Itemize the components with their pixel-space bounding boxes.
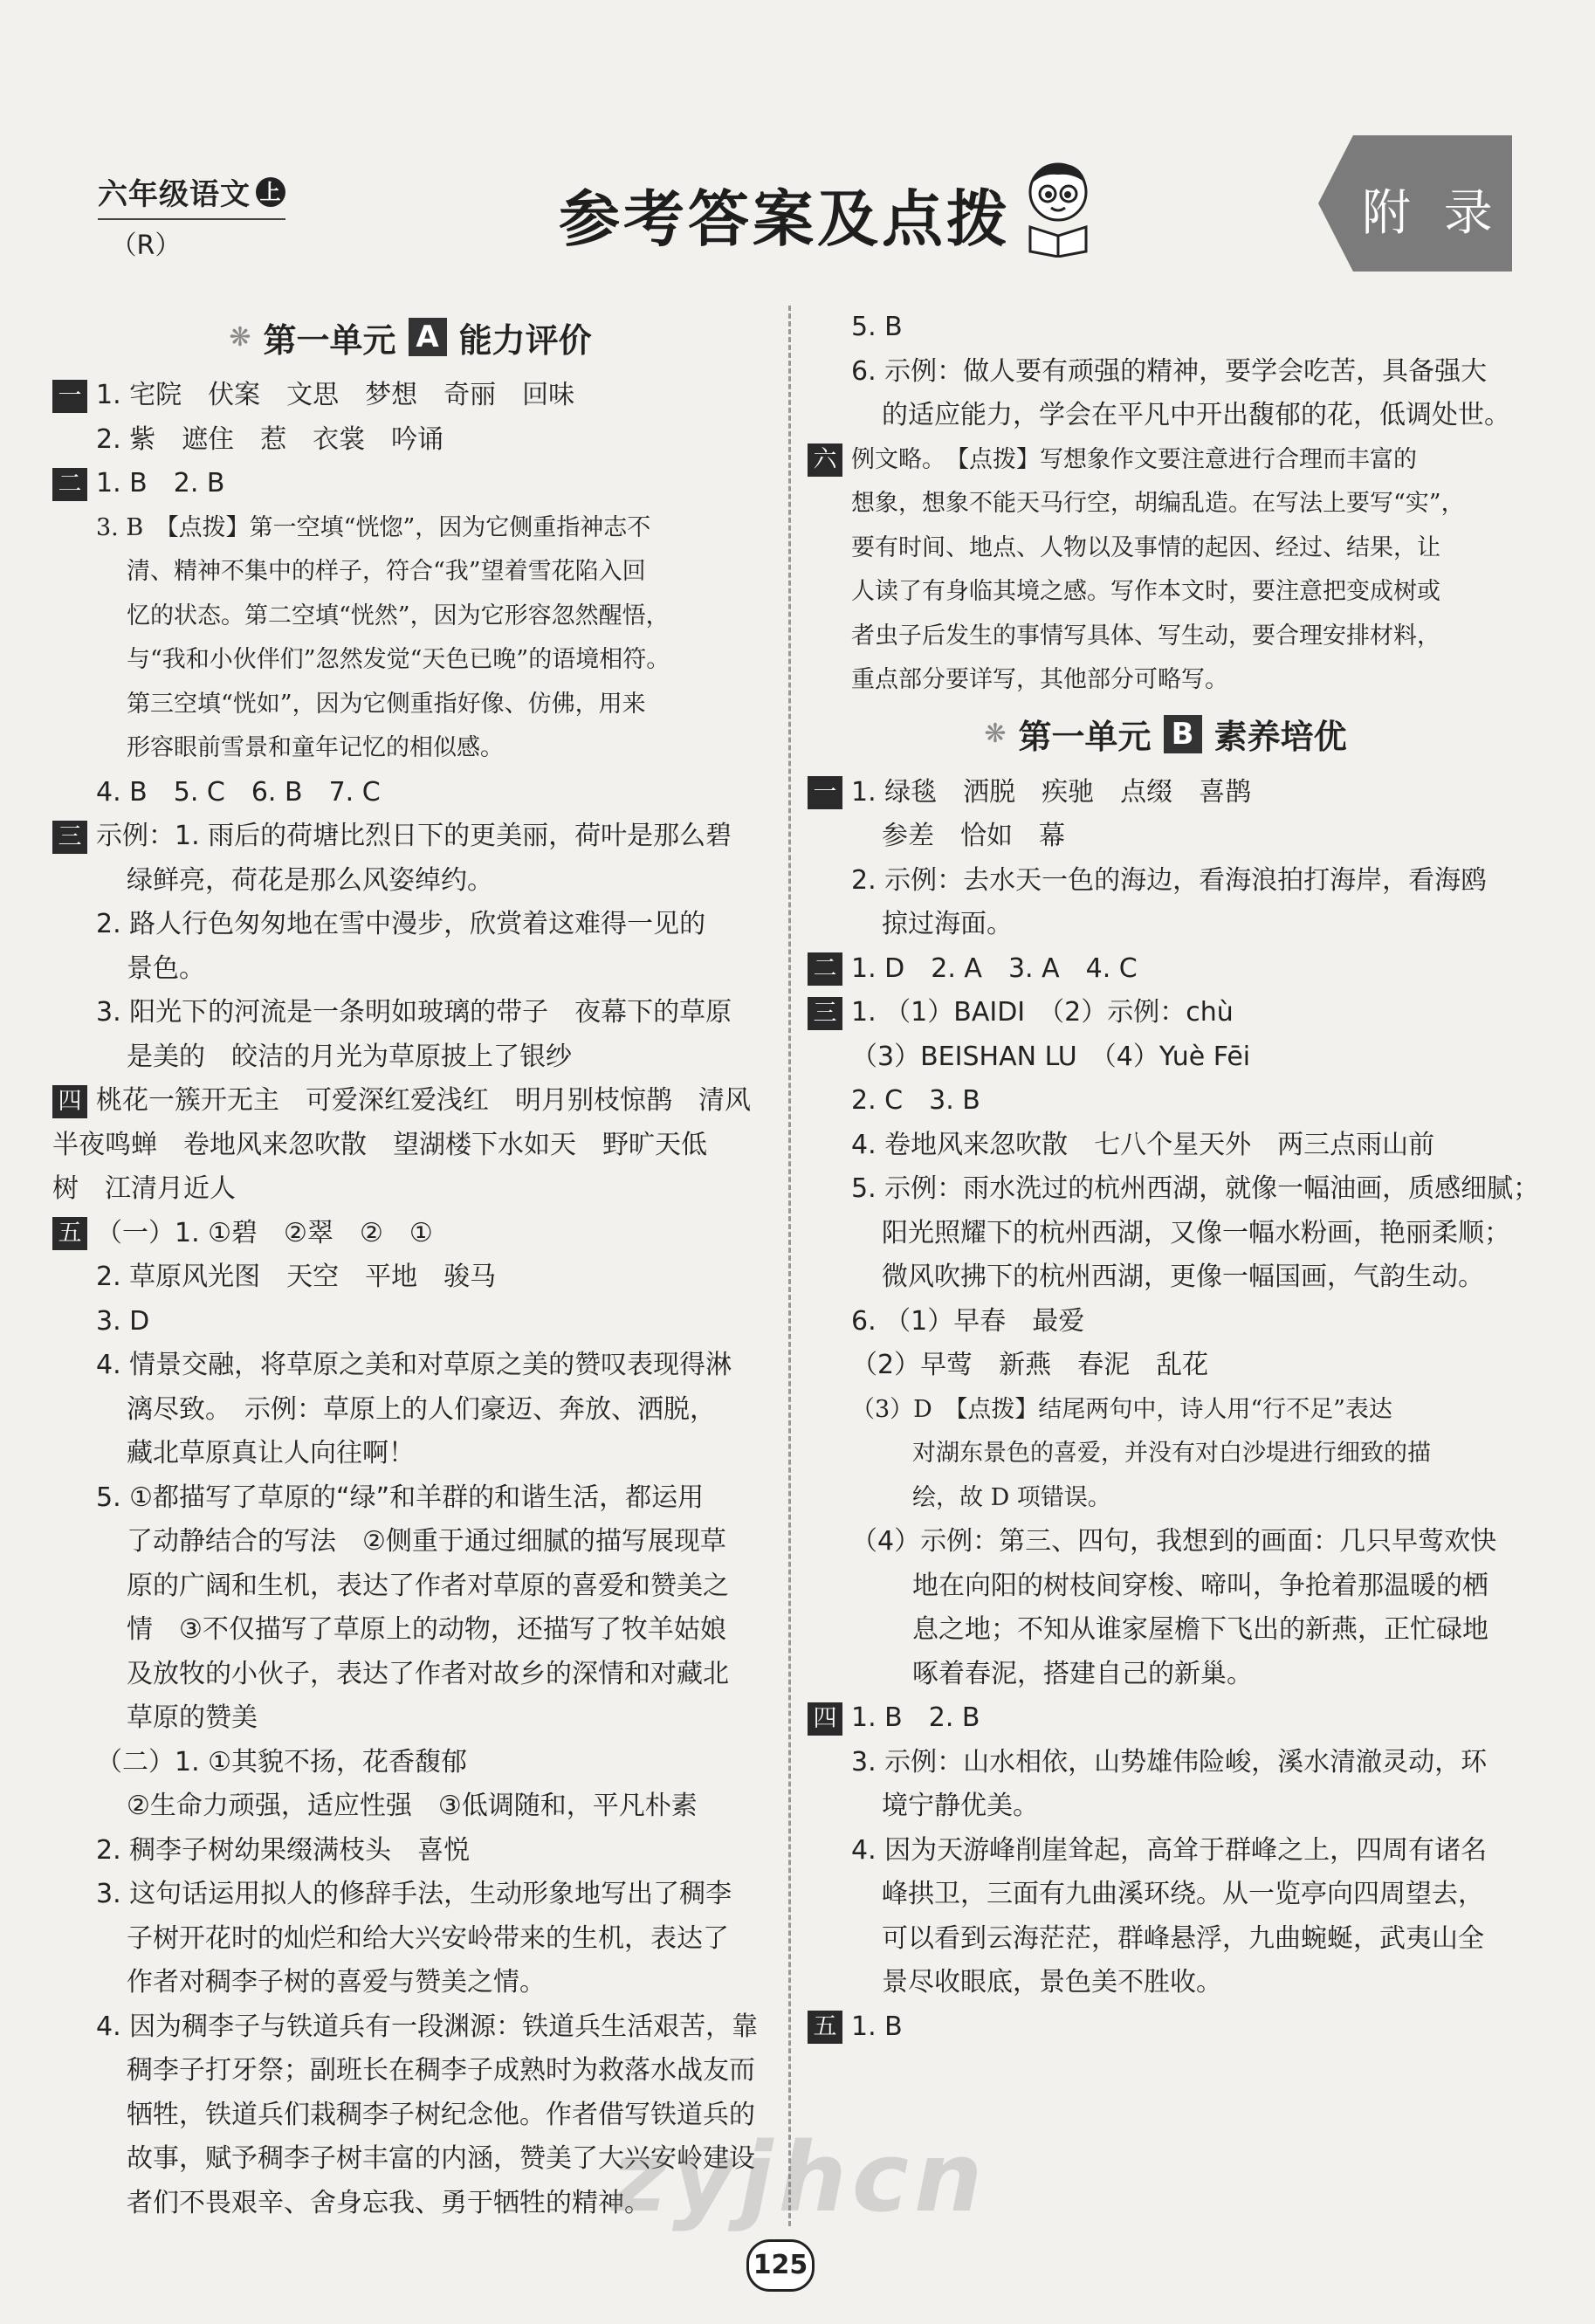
edition-label: （R） — [110, 230, 182, 261]
answer-text: 原的广阔和生机，表达了作者对草原的喜爱和赞美之 — [127, 1570, 729, 1601]
section-name: 素养培优 — [1213, 718, 1347, 756]
answer-line — [808, 1608, 1523, 1653]
answer-text: 例文略。 【点拨】写想象作文要注意进行合理而丰富的 — [851, 445, 1417, 473]
page-number: 125 — [746, 2239, 815, 2292]
answer-line — [52, 1212, 768, 1256]
answer-line — [52, 506, 768, 551]
answer-line — [52, 1784, 768, 1829]
answer-text: 3. D — [96, 1305, 150, 1337]
answer-text: 掠过海面。 — [882, 909, 1013, 939]
answer-line — [52, 550, 768, 595]
answer-line — [808, 1784, 1523, 1829]
answer-line — [52, 859, 768, 904]
answer-line — [52, 726, 768, 771]
answer-line — [52, 1741, 768, 1785]
answer-line — [808, 1432, 1523, 1476]
answer-list-right-bottom — [808, 771, 1540, 2050]
section-name: 能力评价 — [458, 320, 592, 360]
answer-text: 者虫子后发生的事情写具体、写生动，要合理安排材料， — [851, 622, 1440, 650]
answer-line — [808, 1124, 1523, 1168]
answer-text: 4. 卷地风来忽吹散 七八个星天外 两三点雨山前 — [851, 1129, 1435, 1160]
section-unit: 第一单元 — [1018, 718, 1152, 756]
answer-text: 1. B 2. B — [96, 468, 225, 498]
answer-text: 树 江清月近人 — [52, 1173, 236, 1204]
answer-text: 半夜鸣蝉 卷地风来忽吹散 望湖楼下水如天 野旷天低 — [52, 1129, 707, 1160]
answer-line — [808, 1873, 1523, 1917]
paw-icon: ❋ — [229, 321, 251, 353]
answer-line — [52, 2005, 768, 2050]
answer-line — [52, 462, 768, 506]
answer-text: 4. B 5. C 6. B 7. C — [96, 776, 381, 808]
answer-text: （二）1. ①其貌不扬，花香馥郁 — [96, 1746, 468, 1777]
answer-line — [52, 1432, 768, 1476]
section-letter-badge: A — [409, 318, 447, 356]
answer-line — [808, 1388, 1523, 1433]
answer-text: 示例：1. 雨后的荷塘比烈日下的更美丽，荷叶是那么碧 — [96, 821, 732, 851]
answer-line — [808, 991, 1523, 1035]
answer-text: 忆的状态。第二空填“恍然”，因为它形容忽然醒悟， — [127, 602, 670, 629]
answer-text: 地在向阳的树枝间穿梭、啼叫，争抢着那温暖的栖 — [912, 1570, 1488, 1601]
answer-line — [52, 638, 768, 683]
answer-text: 稠李子打牙祭；副班长在稠李子成熟时为救落水战友而 — [127, 2055, 755, 2086]
right-column — [808, 306, 1540, 2049]
answer-line — [52, 903, 768, 947]
answer-text: 牺牲，铁道兵们栽稠李子树纪念他。作者借写铁道兵的 — [127, 2099, 755, 2130]
section-title-b — [808, 710, 1523, 759]
answer-line — [808, 1653, 1523, 1697]
answer-text: 重点部分要详写，其他部分可略写。 — [851, 666, 1228, 693]
answer-text: 6. （1）早春 最爱 — [851, 1305, 1085, 1337]
section-letter-badge: B — [1164, 715, 1202, 753]
answer-line — [808, 947, 1523, 992]
answer-line — [52, 1961, 768, 2005]
question-group-marker: 二 — [808, 952, 842, 986]
question-group-marker: 三 — [52, 821, 87, 854]
answer-line — [52, 1608, 768, 1653]
answer-line — [52, 991, 768, 1035]
answer-text: 要有时间、地点、人物以及事情的起因、经过、结果，让 — [851, 533, 1440, 561]
question-group-marker: 五 — [808, 2011, 842, 2044]
answer-line — [808, 1344, 1523, 1388]
answer-text: 1. B — [851, 2011, 903, 2042]
answer-line — [808, 482, 1523, 526]
question-group-marker: 二 — [52, 468, 87, 501]
answer-line — [52, 1476, 768, 1521]
answer-text: （4）示例：第三、四句，我想到的画面：几只早莺欢快 — [851, 1526, 1497, 1557]
answer-text: 是美的 皎洁的月光为草原披上了银纱 — [127, 1041, 572, 1072]
answer-text: 啄着春泥，搭建自己的新巢。 — [912, 1658, 1253, 1689]
paw-icon: ❋ — [984, 719, 1007, 749]
answer-line — [52, 1300, 768, 1344]
answer-text: 1. B 2. B — [851, 1702, 980, 1733]
answer-text: 5. B — [851, 312, 903, 342]
answer-text: 2. 草原风光图 天空 平地 骏马 — [96, 1262, 497, 1292]
answer-line — [52, 815, 768, 859]
answer-line — [808, 1079, 1523, 1124]
answer-line — [808, 615, 1523, 659]
answer-line — [808, 1741, 1523, 1785]
answer-text: 3. 示例：山水相依，山势雄伟险峻，溪水清澈灵动，环 — [851, 1746, 1488, 1777]
reading-child-icon — [1013, 157, 1104, 258]
question-group-marker: 四 — [808, 1702, 842, 1736]
answer-text: （一）1. ①碧 ②翠 ② ① — [96, 1217, 433, 1248]
answer-line — [52, 683, 768, 727]
answer-text: 3. B 【点拨】第一空填“恍惚”，因为它侧重指神志不 — [96, 513, 651, 541]
grade-underline — [98, 218, 285, 220]
grade-label — [98, 170, 290, 262]
answer-text: 绘，故 D 项错误。 — [912, 1483, 1111, 1511]
answer-text: 息之地；不知从谁家屋檐下飞出的新燕，正忙碌地 — [912, 1614, 1488, 1645]
answer-line — [52, 595, 768, 639]
answer-line — [808, 2005, 1523, 2050]
answer-text: 2. 示例：去水天一色的海边，看海浪拍打海岸，看海鸥 — [851, 864, 1488, 896]
answer-text: 参差 恰如 幕 — [882, 821, 1065, 851]
answer-line — [52, 1035, 768, 1080]
answer-line — [808, 658, 1523, 703]
answer-text: 3. 阳光下的河流是一条明如玻璃的带子 夜幕下的草原 — [96, 997, 732, 1028]
answer-line — [808, 306, 1523, 350]
left-column — [52, 306, 768, 2225]
answer-line — [52, 1124, 768, 1168]
question-group-marker: 一 — [52, 380, 87, 413]
answer-text: 形容眼前雪景和童年记忆的相似感。 — [127, 734, 504, 761]
answer-text: 1. 宅院 伏案 文思 梦想 奇丽 回味 — [96, 380, 575, 410]
answer-text: 2. 路人行色匆匆地在雪中漫步，欣赏着这难得一见的 — [96, 909, 706, 939]
column-divider — [788, 306, 791, 2226]
question-group-marker: 五 — [52, 1217, 87, 1250]
answer-line — [52, 1873, 768, 1917]
answer-text: 1. D 2. A 3. A 4. C — [851, 952, 1138, 984]
answer-text: 阳光照耀下的杭州西湖，又像一幅水粉画，艳丽柔顺； — [882, 1217, 1510, 1248]
answer-text: 5. 示例：雨水洗过的杭州西湖，就像一幅油画，质感细腻； — [851, 1173, 1540, 1204]
answer-text: 4. 因为稠李子与铁道兵有一段渊源：铁道兵生活艰苦，靠 — [96, 2011, 759, 2042]
answer-text: 景色。 — [127, 952, 205, 984]
answer-text: 2. 紫 遮住 惹 衣裳 吟诵 — [96, 423, 444, 455]
answer-text: 与“我和小伙伴们”忽然发觉“天色已晚”的语境相符。 — [127, 646, 670, 673]
answer-line — [52, 1917, 768, 1962]
answer-text: 2. 稠李子树幼果缀满枝头 喜悦 — [96, 1834, 471, 1866]
watermark: zyjhcn — [611, 2121, 988, 2233]
answer-line — [808, 526, 1523, 571]
answer-text: 景尽收眼底，景色美不胜收。 — [882, 1967, 1222, 1997]
question-group-marker: 四 — [52, 1085, 87, 1118]
answer-line — [52, 1520, 768, 1564]
answer-text: 对湖东景色的喜爱，并没有对白沙堤进行细致的描 — [912, 1440, 1431, 1467]
answer-text: 的适应能力，学会在平凡中开出馥郁的花，低调处世。 — [882, 400, 1510, 430]
answer-line — [808, 1212, 1523, 1256]
answer-text: 清、精神不集中的样子，符合“我”望着雪花陷入回 — [127, 558, 646, 585]
answer-line — [808, 438, 1523, 483]
answer-list-left — [52, 374, 768, 2225]
answer-text: 藏北草原真让人向往啊！ — [127, 1438, 415, 1468]
answer-text: 绿鲜亮，荷花是那么风姿绰约。 — [127, 864, 493, 896]
answer-line — [52, 2049, 768, 2094]
answer-line — [52, 1696, 768, 1741]
answer-line — [808, 570, 1523, 615]
grade-text: 六年级语文 — [98, 177, 251, 212]
answer-text: 1. （1）BAIDI （2）示例：chù — [851, 997, 1234, 1028]
answer-line — [52, 1344, 768, 1388]
answer-text: 3. 这句话运用拟人的修辞手法，生动形象地写出了稠李 — [96, 1879, 732, 1909]
answer-line — [808, 859, 1523, 904]
answer-line — [808, 815, 1523, 859]
answer-line — [52, 1653, 768, 1697]
question-group-marker: 三 — [808, 997, 842, 1030]
section-title-a — [52, 313, 768, 361]
answer-line — [52, 374, 768, 418]
answer-line — [808, 1167, 1540, 1212]
answer-line — [808, 771, 1523, 815]
answer-line — [52, 418, 768, 463]
answer-text: ②生命力顽强，适应性强 ③低调随和，平凡朴素 — [127, 1791, 698, 1821]
answer-text: 1. 绿毯 洒脱 疾驰 点缀 喜鹊 — [851, 776, 1252, 808]
answer-line — [808, 1829, 1523, 1874]
answer-text: 境宁静优美。 — [882, 1791, 1039, 1821]
answer-text: （3）D 【点拨】结尾两句中，诗人用“行不足”表达 — [851, 1395, 1392, 1423]
answer-text: 6. 示例：做人要有顽强的精神，要学会吃苦，具备强大 — [851, 355, 1488, 387]
answer-text: 草原的赞美 — [127, 1702, 258, 1733]
volume-badge: 上 — [256, 177, 285, 207]
section-unit: 第一单元 — [263, 320, 396, 360]
answer-text: 故事，赋予稠李子树丰富的内涵，赞美了大兴安岭建设 — [127, 2143, 755, 2174]
answer-line — [808, 1917, 1523, 1962]
answer-text: 4. 情景交融，将草原之美和对草原之美的赞叹表现得淋 — [96, 1350, 732, 1380]
answer-line — [808, 1564, 1523, 1609]
answer-text: 可以看到云海茫茫，群峰悬浮，九曲蜿蜒，武夷山全 — [882, 1922, 1484, 1954]
answer-text: 漓尽致。 示例：草原上的人们豪迈、奔放、洒脱， — [127, 1393, 716, 1425]
answer-text: 2. C 3. B — [851, 1085, 980, 1116]
answer-text: 了动静结合的写法 ②侧重于通过细腻的描写展现草 — [127, 1526, 726, 1557]
answer-line — [808, 1696, 1523, 1741]
answer-line — [808, 1300, 1523, 1344]
appendix-label: 附 录 — [1362, 185, 1502, 242]
answer-text: 者们不畏艰辛、舍身忘我、勇于牺牲的精神。 — [127, 2187, 650, 2218]
answer-text: 峰拱卫，三面有九曲溪环绕。从一览亭向四周望去， — [882, 1879, 1484, 1909]
answer-text: （3）BEISHAN LU （4）Yuè Fēi — [851, 1041, 1251, 1072]
answer-line — [808, 350, 1523, 395]
answer-line — [808, 1255, 1523, 1300]
answer-text: 4. 因为天游峰削崖耸起，高耸于群峰之上，四周有诸名 — [851, 1834, 1488, 1866]
page-title: 参考答案及点拨 — [559, 183, 1011, 255]
answer-line — [808, 1961, 1523, 2005]
answer-text: 5. ①都描写了草原的“绿”和羊群的和谐生活，都运用 — [96, 1482, 705, 1513]
answer-line — [52, 771, 768, 815]
answer-text: 想象，想象不能天马行空，胡编乱造。在写法上要写“实”， — [851, 490, 1465, 517]
answer-text: 人读了有身临其境之感。写作本文时，要注意把变成树或 — [851, 578, 1440, 605]
answer-line — [52, 1829, 768, 1874]
answer-line — [808, 1476, 1523, 1521]
answer-text: 桃花一簇开无主 可爱深红爱浅红 明月别枝惊鹊 清风 — [96, 1085, 751, 1116]
answer-text: 子树开花时的灿烂和给大兴安岭带来的生机，表达了 — [127, 1922, 729, 1954]
answer-text: 情 ③不仅描写了草原上的动物，还描写了牧羊姑娘 — [127, 1614, 726, 1645]
answer-line — [52, 1255, 768, 1300]
answer-line — [808, 903, 1523, 947]
answer-line — [52, 947, 768, 992]
answer-line — [52, 1564, 768, 1609]
answer-line — [52, 1167, 768, 1212]
question-group-marker: 一 — [808, 776, 842, 809]
answer-text: 及放牧的小伙子，表达了作者对故乡的深情和对藏北 — [127, 1658, 729, 1689]
answer-text: 第三空填“恍如”，因为它侧重指好像、仿佛，用来 — [127, 690, 646, 718]
answer-text: 作者对稠李子树的喜爱与赞美之情。 — [127, 1967, 546, 1997]
answer-text: （2）早莺 新燕 春泥 乱花 — [851, 1350, 1209, 1380]
question-group-marker: 六 — [808, 443, 842, 477]
answer-line — [808, 1520, 1523, 1564]
answer-list-right-top — [808, 306, 1523, 703]
answer-line — [808, 394, 1523, 438]
answer-line — [52, 1388, 768, 1433]
answer-text: 微风吹拂下的杭州西湖，更像一幅国画，气韵生动。 — [882, 1262, 1484, 1292]
answer-line — [808, 1035, 1523, 1080]
answer-line — [52, 1079, 768, 1124]
